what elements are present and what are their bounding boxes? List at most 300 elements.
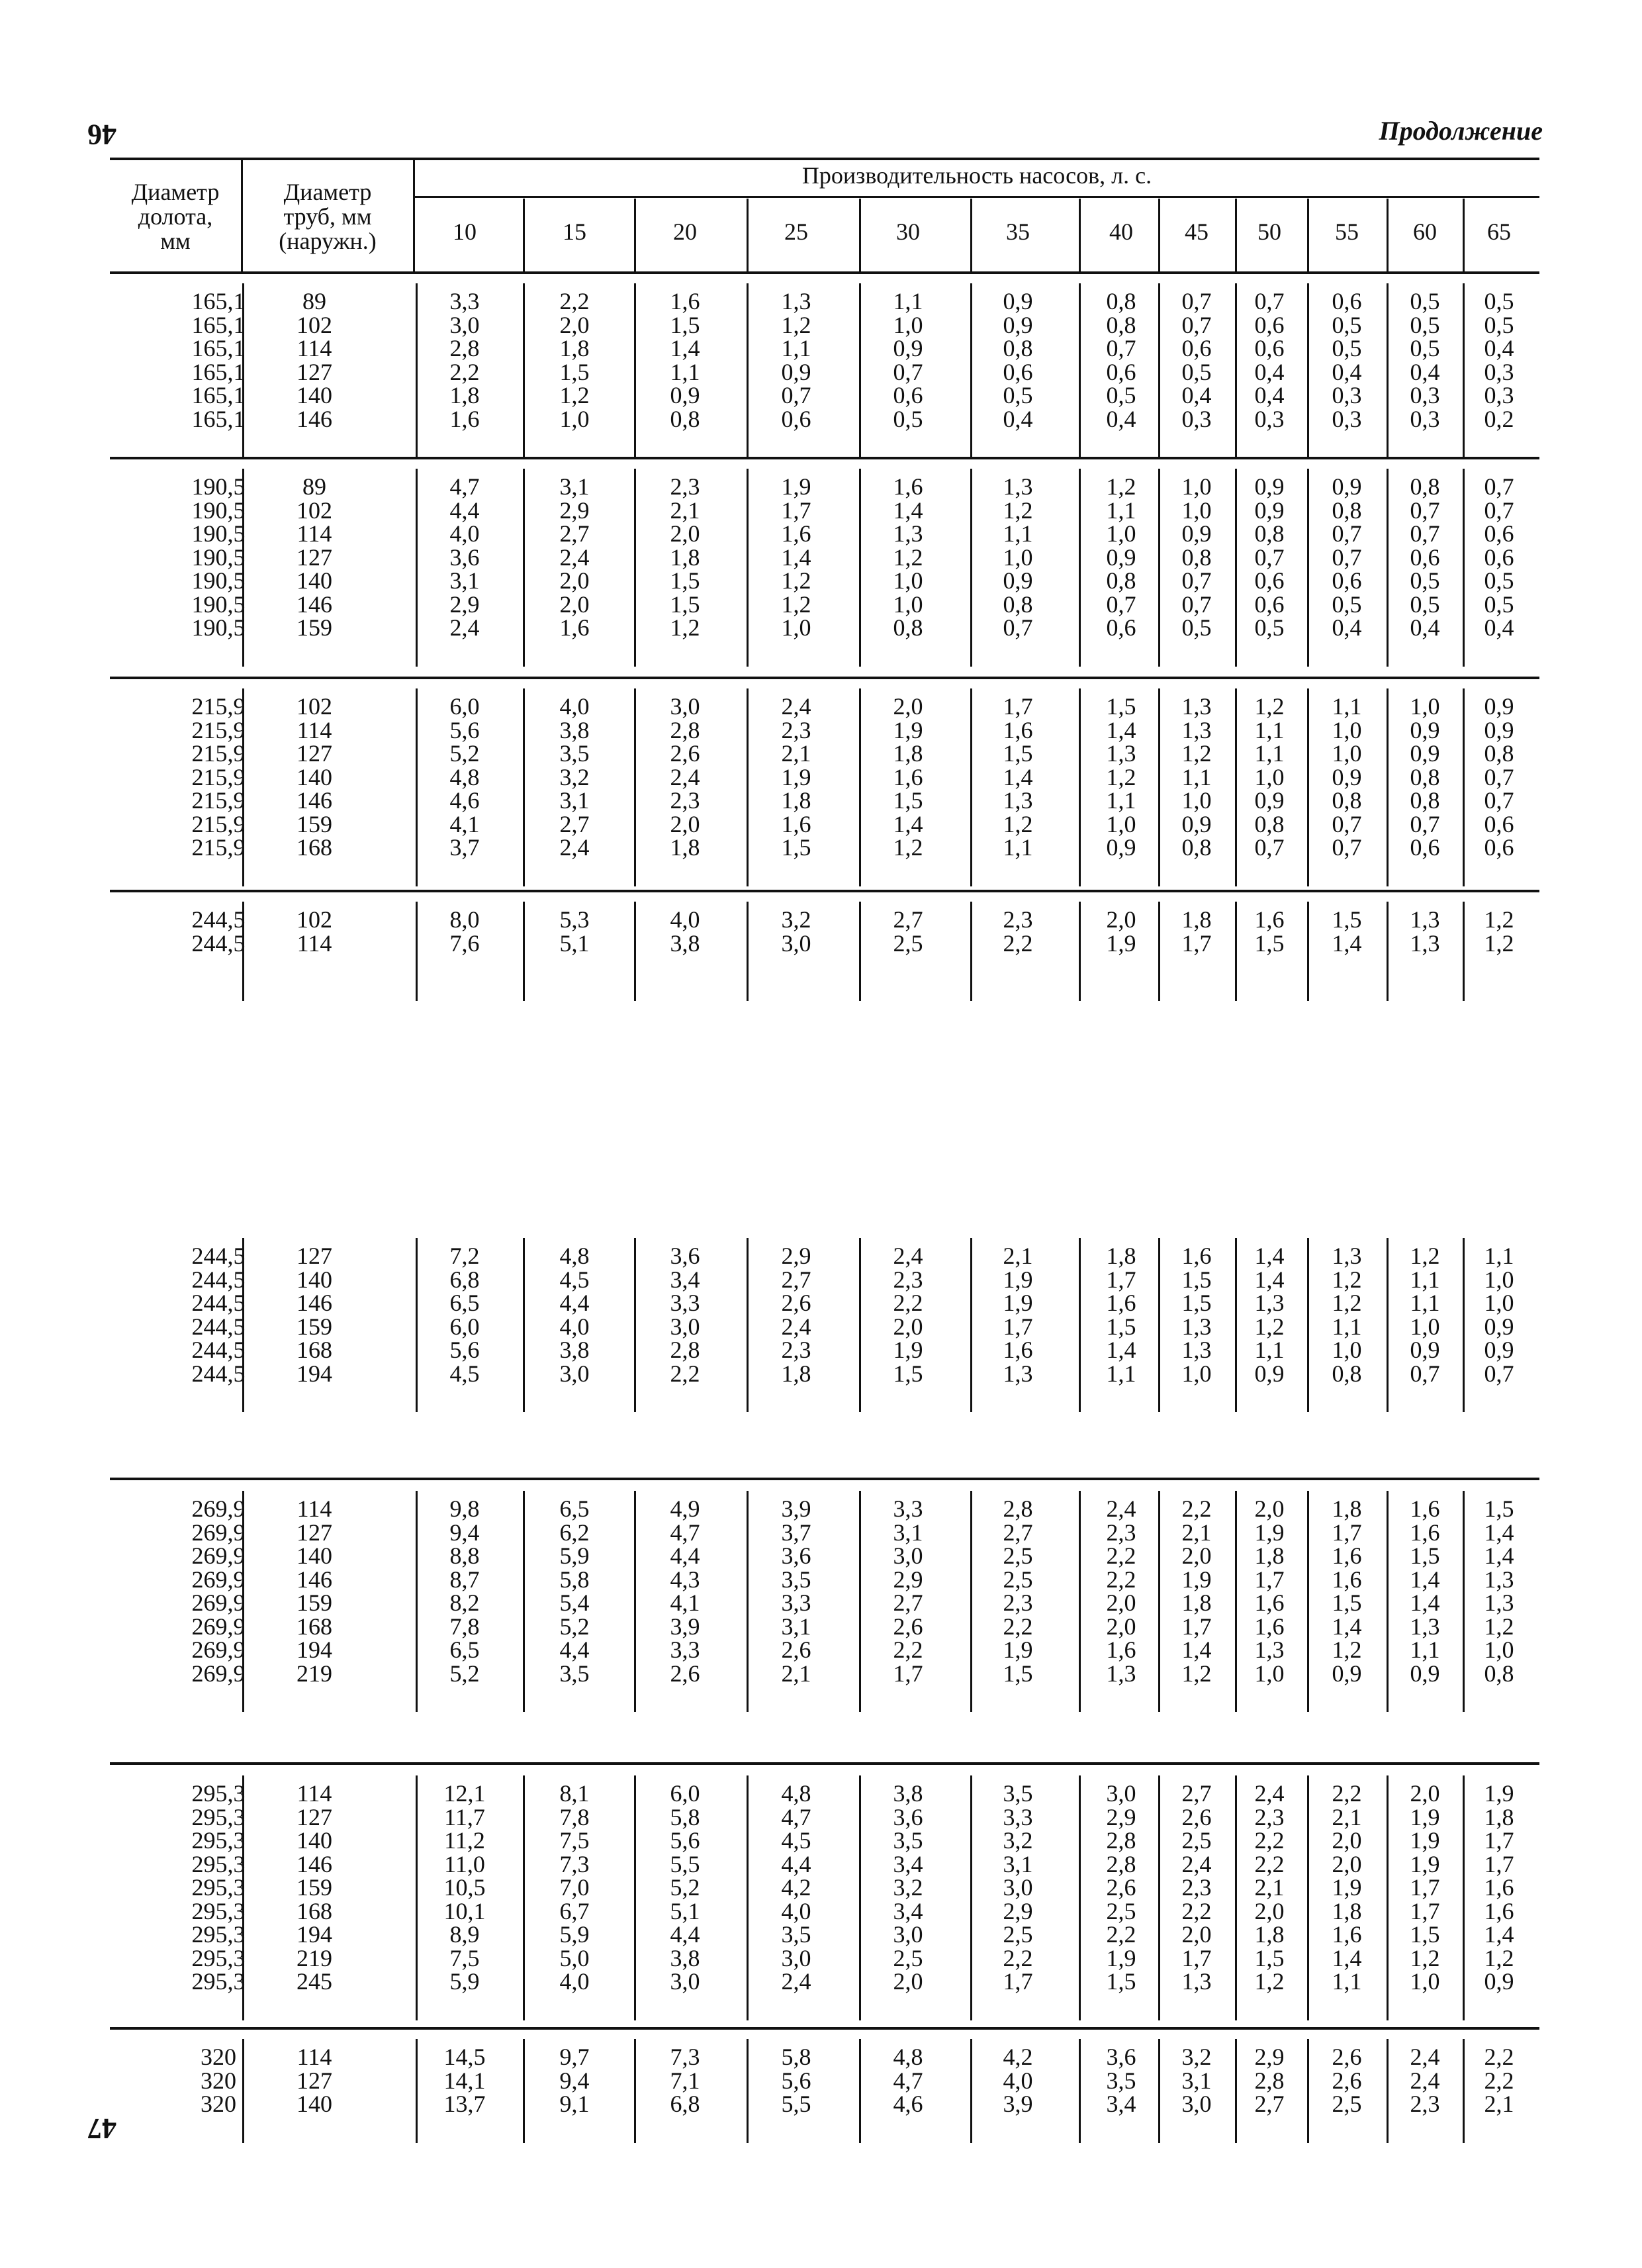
header-capacity-divider <box>747 199 749 271</box>
table-cell: 1,1 <box>1181 763 1212 790</box>
table-cell: 114 <box>296 335 332 361</box>
table-cell: 5,2 <box>559 1613 590 1640</box>
table-cell: 0,7 <box>781 382 811 408</box>
table-cell: 0,9 <box>1003 567 1033 594</box>
table-cell: 0,7 <box>1254 834 1285 861</box>
table-cell: 3,8 <box>559 716 590 743</box>
table-cell: 1,5 <box>1332 1589 1362 1616</box>
table-cell: 1,5 <box>1254 1944 1285 1971</box>
table-cell: 4,0 <box>559 1968 590 1995</box>
header-pipe-diameter: Диаметр труб, мм (наружн.) <box>279 179 377 254</box>
column-divider <box>1079 2039 1081 2143</box>
table-cell: 2,0 <box>893 1968 923 1995</box>
capacity-value-column <box>415 1782 514 1994</box>
table-cell: 2,0 <box>559 567 590 594</box>
table-cell: 168 <box>296 1897 332 1924</box>
table-cell: 215,9 <box>191 716 246 743</box>
column-divider <box>1307 2039 1309 2143</box>
table-cell: 1,4 <box>1410 1589 1440 1616</box>
table-cell: 5,2 <box>449 740 480 767</box>
table-cell: 2,3 <box>781 716 811 743</box>
table-cell: 2,6 <box>670 740 700 767</box>
capacity-value-column <box>1463 908 1535 955</box>
capacity-value-column <box>1085 475 1158 640</box>
column-divider <box>1307 469 1309 667</box>
pipe-diameter-column <box>248 1782 381 1994</box>
table-cell: 1,2 <box>1484 1613 1514 1640</box>
table-block <box>0 1782 1642 2020</box>
table-cell: 1,7 <box>1003 1313 1033 1340</box>
table-cell: 1,6 <box>449 405 480 432</box>
table-cell: 215,9 <box>191 763 246 790</box>
table-cell: 1,0 <box>893 567 923 594</box>
table-cell: 140 <box>296 382 332 408</box>
table-cell: 0,6 <box>1254 335 1285 361</box>
table-cell: 190,5 <box>191 591 246 618</box>
table-cell: 1,5 <box>1106 1968 1136 1995</box>
table-cell: 1,4 <box>1484 1921 1514 1948</box>
table-cell: 2,0 <box>1332 1850 1362 1877</box>
table-cell: 2,0 <box>1106 1589 1136 1616</box>
table-cell: 194 <box>296 1636 332 1663</box>
table-cell: 102 <box>296 693 332 720</box>
table-cell: 2,2 <box>1106 1566 1136 1593</box>
table-cell: 12,1 <box>443 1780 486 1807</box>
table-cell: 0,7 <box>1254 543 1285 571</box>
table-cell: 1,0 <box>1410 693 1440 720</box>
table-cell: 1,9 <box>1484 1780 1514 1807</box>
table-cell: 2,4 <box>1106 1495 1136 1522</box>
table-cell: 5,4 <box>559 1589 590 1616</box>
table-cell: 1,5 <box>1332 906 1362 933</box>
capacity-value-column <box>1233 695 1306 860</box>
table-cell: 3,0 <box>449 311 480 338</box>
table-cell: 5,1 <box>670 1897 700 1924</box>
table-cell: 3,0 <box>893 1542 923 1569</box>
capacity-value-column <box>858 1782 958 1994</box>
capacity-header-65: 65 <box>1487 218 1511 245</box>
table-cell: 114 <box>296 716 332 743</box>
table-cell: 295,3 <box>191 1780 246 1807</box>
table-cell: 102 <box>296 906 332 933</box>
table-cell: 1,8 <box>1181 906 1212 933</box>
table-cell: 0,2 <box>1484 405 1514 432</box>
table-cell: 2,2 <box>893 1290 923 1316</box>
table-cell: 4,8 <box>559 1243 590 1269</box>
capacity-value-column <box>747 695 846 860</box>
table-cell: 2,9 <box>559 496 590 524</box>
table-cell: 219 <box>296 1660 332 1687</box>
header-group-rule <box>414 196 1539 198</box>
table-cell: 1,5 <box>893 787 923 814</box>
table-cell: 5,6 <box>449 716 480 743</box>
table-cell: 1,2 <box>781 591 811 618</box>
table-cell: 7,8 <box>449 1613 480 1640</box>
table-cell: 2,4 <box>1410 2044 1440 2070</box>
table-cell: 3,3 <box>670 1636 700 1663</box>
table-cell: 2,8 <box>1106 1827 1136 1854</box>
table-cell: 2,0 <box>670 810 700 837</box>
table-cell: 1,8 <box>1332 1495 1362 1522</box>
table-cell: 0,6 <box>1181 335 1212 361</box>
table-cell: 0,9 <box>1181 810 1212 837</box>
header-capacity-divider <box>859 199 861 271</box>
table-cell: 0,7 <box>1484 496 1514 524</box>
table-cell: 2,3 <box>1181 1874 1212 1901</box>
table-cell: 1,6 <box>670 288 700 314</box>
table-cell: 3,2 <box>893 1874 923 1901</box>
table-cell: 3,3 <box>1003 1803 1033 1830</box>
table-cell: 3,2 <box>1003 1827 1033 1854</box>
table-cell: 1,5 <box>670 591 700 618</box>
table-cell: 1,9 <box>1332 1874 1362 1901</box>
table-cell: 1,0 <box>1181 787 1212 814</box>
table-cell: 0,3 <box>1332 382 1362 408</box>
table-cell: 4,0 <box>781 1897 811 1924</box>
table-cell: 1,8 <box>1254 1542 1285 1569</box>
table-cell: 7,2 <box>449 1243 480 1269</box>
capacity-value-column <box>635 475 735 640</box>
table-cell: 1,5 <box>1003 1660 1033 1687</box>
table-cell: 1,2 <box>1181 740 1212 767</box>
table-cell: 1,2 <box>1484 1944 1514 1971</box>
table-cell: 1,4 <box>1254 1243 1285 1269</box>
capacity-header-50: 50 <box>1257 218 1281 245</box>
table-cell: 2,7 <box>559 520 590 547</box>
column-divider <box>1079 469 1081 667</box>
table-cell: 2,3 <box>1003 1589 1033 1616</box>
table-cell: 2,6 <box>1106 1874 1136 1901</box>
table-cell: 320 <box>201 2091 236 2117</box>
table-cell: 165,1 <box>191 311 246 338</box>
table-cell: 1,5 <box>1254 929 1285 957</box>
table-cell: 0,9 <box>1410 1337 1440 1363</box>
table-cell: 0,4 <box>1332 614 1362 641</box>
table-cell: 2,1 <box>670 496 700 524</box>
table-cell: 1,1 <box>1484 1243 1514 1269</box>
table-cell: 0,9 <box>1254 787 1285 814</box>
table-cell: 5,2 <box>449 1660 480 1687</box>
table-cell: 0,3 <box>1410 382 1440 408</box>
table-cell: 1,2 <box>1410 1944 1440 1971</box>
table-cell: 4,7 <box>449 473 480 500</box>
table-cell: 2,0 <box>1254 1495 1285 1522</box>
table-cell: 3,3 <box>670 1290 700 1316</box>
table-cell: 1,9 <box>1181 1566 1212 1593</box>
capacity-value-column <box>1310 1782 1383 1994</box>
capacity-value-column <box>858 290 958 431</box>
table-cell: 1,9 <box>1410 1850 1440 1877</box>
table-cell: 1,6 <box>1106 1636 1136 1663</box>
table-cell: 114 <box>296 1780 332 1807</box>
table-cell: 1,3 <box>1106 1660 1136 1687</box>
table-cell: 140 <box>296 1542 332 1569</box>
table-cell: 0,9 <box>1484 1337 1514 1363</box>
table-cell: 3,3 <box>781 1589 811 1616</box>
block-separator-rule <box>110 677 1539 679</box>
table-cell: 2,9 <box>1254 2044 1285 2070</box>
table-cell: 2,6 <box>670 1660 700 1687</box>
table-cell: 1,0 <box>1003 543 1033 571</box>
table-cell: 0,8 <box>1332 496 1362 524</box>
capacity-value-column <box>1233 1497 1306 1685</box>
table-cell: 0,8 <box>1484 740 1514 767</box>
table-cell: 0,7 <box>1003 614 1033 641</box>
table-cell: 0,5 <box>1332 311 1362 338</box>
capacity-value-column <box>525 908 624 955</box>
pipe-diameter-column <box>248 908 381 955</box>
table-cell: 168 <box>296 834 332 861</box>
table-cell: 1,3 <box>1181 1968 1212 1995</box>
table-cell: 3,8 <box>559 1337 590 1363</box>
capacity-value-column <box>968 1245 1068 1386</box>
table-cell: 7,5 <box>449 1944 480 1971</box>
table-cell: 7,5 <box>559 1827 590 1854</box>
table-cell: 146 <box>296 405 332 432</box>
table-cell: 0,5 <box>1410 311 1440 338</box>
table-cell: 11,0 <box>444 1850 485 1877</box>
table-cell: 4,7 <box>781 1803 811 1830</box>
table-cell: 244,5 <box>191 1360 246 1387</box>
table-cell: 0,7 <box>1106 335 1136 361</box>
table-cell: 1,0 <box>893 311 923 338</box>
table-cell: 3,5 <box>893 1827 923 1854</box>
table-cell: 0,4 <box>1410 614 1440 641</box>
table-cell: 2,2 <box>1181 1897 1212 1924</box>
table-cell: 2,8 <box>449 335 480 361</box>
table-cell: 0,6 <box>1410 543 1440 571</box>
table-cell: 0,9 <box>1332 763 1362 790</box>
table-cell: 2,5 <box>1181 1827 1212 1854</box>
column-divider <box>1307 688 1309 886</box>
table-cell: 7,3 <box>559 1850 590 1877</box>
table-cell: 6,0 <box>449 693 480 720</box>
table-cell: 3,5 <box>781 1921 811 1948</box>
header-divider-1 <box>241 159 243 271</box>
table-cell: 1,6 <box>1410 1495 1440 1522</box>
column-divider <box>1079 1238 1081 1412</box>
table-cell: 89 <box>302 473 326 500</box>
table-cell: 1,7 <box>893 1660 923 1687</box>
table-cell: 1,6 <box>1332 1542 1362 1569</box>
capacity-value-column <box>858 1245 958 1386</box>
table-cell: 0,3 <box>1410 405 1440 432</box>
table-block <box>0 475 1642 667</box>
table-cell: 2,2 <box>1003 1944 1033 1971</box>
table-cell: 2,3 <box>1410 2091 1440 2117</box>
capacity-value-column <box>1160 695 1233 860</box>
capacity-header-15: 15 <box>563 218 586 245</box>
table-cell: 146 <box>296 1290 332 1316</box>
capacity-value-column <box>1233 2046 1306 2116</box>
table-cell: 244,5 <box>191 929 246 957</box>
table-cell: 10,5 <box>443 1874 486 1901</box>
table-cell: 190,5 <box>191 473 246 500</box>
table-cell: 295,3 <box>191 1850 246 1877</box>
capacity-value-column <box>525 290 624 431</box>
capacity-value-column <box>525 2046 624 2116</box>
table-cell: 2,2 <box>1332 1780 1362 1807</box>
table-cell: 1,2 <box>559 382 590 408</box>
table-cell: 0,5 <box>1254 614 1285 641</box>
capacity-header-25: 25 <box>784 218 808 245</box>
table-cell: 2,7 <box>559 810 590 837</box>
table-cell: 0,4 <box>1410 358 1440 385</box>
table-cell: 165,1 <box>191 382 246 408</box>
table-cell: 2,0 <box>1106 906 1136 933</box>
table-cell: 0,7 <box>1181 311 1212 338</box>
table-cell: 5,1 <box>559 929 590 957</box>
table-block <box>0 2046 1642 2143</box>
table-cell: 0,7 <box>1181 288 1212 314</box>
table-cell: 2,4 <box>449 614 480 641</box>
table-cell: 0,5 <box>1003 382 1033 408</box>
table-cell: 2,7 <box>1003 1519 1033 1546</box>
table-cell: 1,3 <box>1181 1337 1212 1363</box>
table-cell: 0,7 <box>1332 520 1362 547</box>
table-cell: 1,0 <box>1181 496 1212 524</box>
table-cell: 0,4 <box>1003 405 1033 432</box>
table-cell: 5,0 <box>559 1944 590 1971</box>
table-cell: 1,9 <box>893 1337 923 1363</box>
table-cell: 9,1 <box>559 2091 590 2117</box>
table-block <box>0 290 1642 457</box>
table-cell: 3,8 <box>670 929 700 957</box>
table-cell: 1,6 <box>1410 1519 1440 1546</box>
capacity-value-column <box>415 475 514 640</box>
table-cell: 114 <box>296 520 332 547</box>
capacity-value-column <box>1233 475 1306 640</box>
table-cell: 1,0 <box>1106 810 1136 837</box>
table-cell: 6,7 <box>559 1897 590 1924</box>
table-cell: 1,3 <box>1410 906 1440 933</box>
table-cell: 0,7 <box>1410 810 1440 837</box>
table-cell: 0,7 <box>1332 834 1362 861</box>
table-cell: 0,4 <box>1254 382 1285 408</box>
table-cell: 1,4 <box>1003 763 1033 790</box>
table-cell: 6,5 <box>449 1636 480 1663</box>
table-cell: 1,6 <box>1003 716 1033 743</box>
table-cell: 3,4 <box>893 1850 923 1877</box>
table-cell: 0,9 <box>893 335 923 361</box>
table-cell: 1,3 <box>1410 929 1440 957</box>
table-cell: 1,1 <box>1410 1266 1440 1293</box>
block-separator-rule <box>110 2027 1539 2030</box>
capacity-header-20: 20 <box>673 218 697 245</box>
table-cell: 0,7 <box>1410 520 1440 547</box>
header-top-rule <box>110 158 1539 160</box>
capacity-value-column <box>747 1782 846 1994</box>
table-cell: 269,9 <box>191 1613 246 1640</box>
table-cell: 219 <box>296 1944 332 1971</box>
table-cell: 0,8 <box>1181 834 1212 861</box>
table-cell: 13,7 <box>443 2091 486 2117</box>
table-cell: 2,2 <box>1484 2044 1514 2070</box>
table-cell: 1,4 <box>1106 1337 1136 1363</box>
header-capacity-divider <box>970 199 972 271</box>
block-separator-rule <box>110 1478 1539 1480</box>
capacity-value-column <box>1310 1245 1383 1386</box>
table-cell: 1,4 <box>1332 1944 1362 1971</box>
table-cell: 0,6 <box>781 405 811 432</box>
table-cell: 2,4 <box>1254 1780 1285 1807</box>
capacity-value-column <box>635 290 735 431</box>
table-cell: 1,3 <box>1003 787 1033 814</box>
table-cell: 0,9 <box>1181 520 1212 547</box>
table-cell: 1,2 <box>1254 1313 1285 1340</box>
table-cell: 0,7 <box>1484 763 1514 790</box>
table-cell: 140 <box>296 567 332 594</box>
table-cell: 3,0 <box>781 929 811 957</box>
table-cell: 1,1 <box>1410 1290 1440 1316</box>
table-cell: 1,4 <box>893 810 923 837</box>
table-cell: 0,8 <box>1106 311 1136 338</box>
table-cell: 2,6 <box>893 1613 923 1640</box>
table-cell: 4,8 <box>781 1780 811 1807</box>
table-cell: 0,6 <box>893 382 923 408</box>
table-cell: 3,6 <box>1106 2044 1136 2070</box>
capacity-value-column <box>635 695 735 860</box>
table-cell: 5,8 <box>781 2044 811 2070</box>
table-cell: 3,1 <box>559 787 590 814</box>
table-cell: 3,0 <box>559 1360 590 1387</box>
table-cell: 3,0 <box>1106 1780 1136 1807</box>
table-cell: 0,4 <box>1254 358 1285 385</box>
table-cell: 0,5 <box>1106 382 1136 408</box>
table-cell: 2,2 <box>559 288 590 314</box>
table-cell: 3,7 <box>449 834 480 861</box>
table-cell: 0,8 <box>1410 763 1440 790</box>
table-cell: 1,6 <box>1332 1566 1362 1593</box>
table-cell: 2,4 <box>781 1968 811 1995</box>
table-cell: 0,8 <box>670 405 700 432</box>
table-cell: 102 <box>296 496 332 524</box>
capacity-value-column <box>1463 1497 1535 1685</box>
table-cell: 146 <box>296 1850 332 1877</box>
table-cell: 1,0 <box>1181 1360 1212 1387</box>
table-cell: 1,9 <box>1254 1519 1285 1546</box>
table-cell: 0,7 <box>1484 787 1514 814</box>
table-cell: 1,0 <box>1484 1266 1514 1293</box>
table-cell: 2,8 <box>670 716 700 743</box>
table-cell: 1,8 <box>781 787 811 814</box>
table-cell: 1,9 <box>1106 1944 1136 1971</box>
table-cell: 4,4 <box>781 1850 811 1877</box>
table-cell: 127 <box>296 543 332 571</box>
table-cell: 1,7 <box>1106 1266 1136 1293</box>
table-cell: 0,5 <box>1410 567 1440 594</box>
table-cell: 1,5 <box>1484 1495 1514 1522</box>
table-cell: 14,1 <box>443 2067 486 2094</box>
table-cell: 1,6 <box>1254 1613 1285 1640</box>
table-cell: 1,4 <box>1181 1636 1212 1663</box>
table-cell: 2,7 <box>1254 2091 1285 2117</box>
capacity-value-column <box>415 908 514 955</box>
table-cell: 2,0 <box>1181 1921 1212 1948</box>
pipe-diameter-column <box>248 290 381 431</box>
table-cell: 0,7 <box>1410 496 1440 524</box>
capacity-header-30: 30 <box>896 218 920 245</box>
capacity-value-column <box>1160 1497 1233 1685</box>
table-cell: 1,6 <box>781 520 811 547</box>
table-cell: 2,3 <box>1106 1519 1136 1546</box>
table-cell: 1,9 <box>781 763 811 790</box>
table-cell: 1,0 <box>1484 1636 1514 1663</box>
table-cell: 0,8 <box>893 614 923 641</box>
table-cell: 2,6 <box>781 1290 811 1316</box>
capacity-value-column <box>415 1497 514 1685</box>
table-cell: 3,1 <box>559 473 590 500</box>
